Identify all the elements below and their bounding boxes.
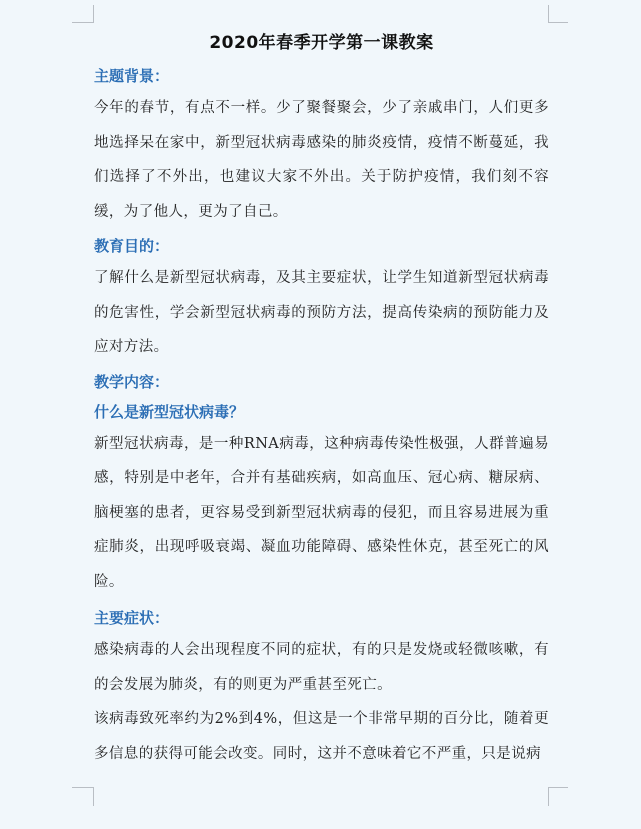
document-title: 2020年春季开学第一课教案 [209, 33, 434, 53]
section-heading-what-is-virus: 什么是新型冠状病毒？ [94, 402, 245, 421]
section-heading-purpose: 教育目的： [94, 237, 170, 255]
crop-mark-top-left [72, 5, 94, 23]
paragraph-fatality-rate: 该病毒致死率约为2%到4%，但这是一个非常早期的百分比，随着更多信息的获得可能会改变。同时，这并不意味着它不严重，只是说病 [94, 711, 549, 762]
section-heading-background: 主题背景： [94, 67, 170, 85]
paragraph-symptoms: 感染病毒的人会出现程度不同的症状，有的只是发烧或轻微咳嗽，有的会发展为肺炎，有的则更为严重甚至死亡。 [94, 642, 549, 693]
paragraph-background: 今年的春节，有点不一样。少了聚餐聚会，少了亲戚串门，人们更多地选择呆在家中，新型冠状病毒感染的肺炎疫情，疫情不断蔓延，我们选择了不外出，也建议大家不外出。关于防护疫情，我们刻不容缓，为了他人，更为了自己。 [94, 100, 549, 220]
paragraph-what-is-virus: 新型冠状病毒，是一种RNA病毒，这种病毒传染性极强，人群普遍易感，特别是中老年，合并有基础疾病，如高血压、冠心病、糖尿病、脑梗塞的患者，更容易受到新型冠状病毒的侵犯，而且容易进展为重症肺炎，出现呼吸衰竭、凝血功能障碍、感染性休克，甚至死亡的风险。 [94, 435, 549, 590]
document-body [94, 27, 549, 771]
crop-mark-bottom-left [72, 787, 94, 806]
section-heading-content: 教学内容： [94, 372, 170, 391]
crop-mark-bottom-right [548, 787, 568, 806]
section-heading-symptoms: 主要症状： [94, 609, 170, 627]
paragraph-purpose: 了解什么是新型冠状病毒，及其主要症状，让学生知道新型冠状病毒的危害性，学会新型冠状病毒的预防方法，提高传染病的预防能力及应对方法。 [94, 270, 549, 355]
crop-mark-top-right [548, 5, 568, 23]
